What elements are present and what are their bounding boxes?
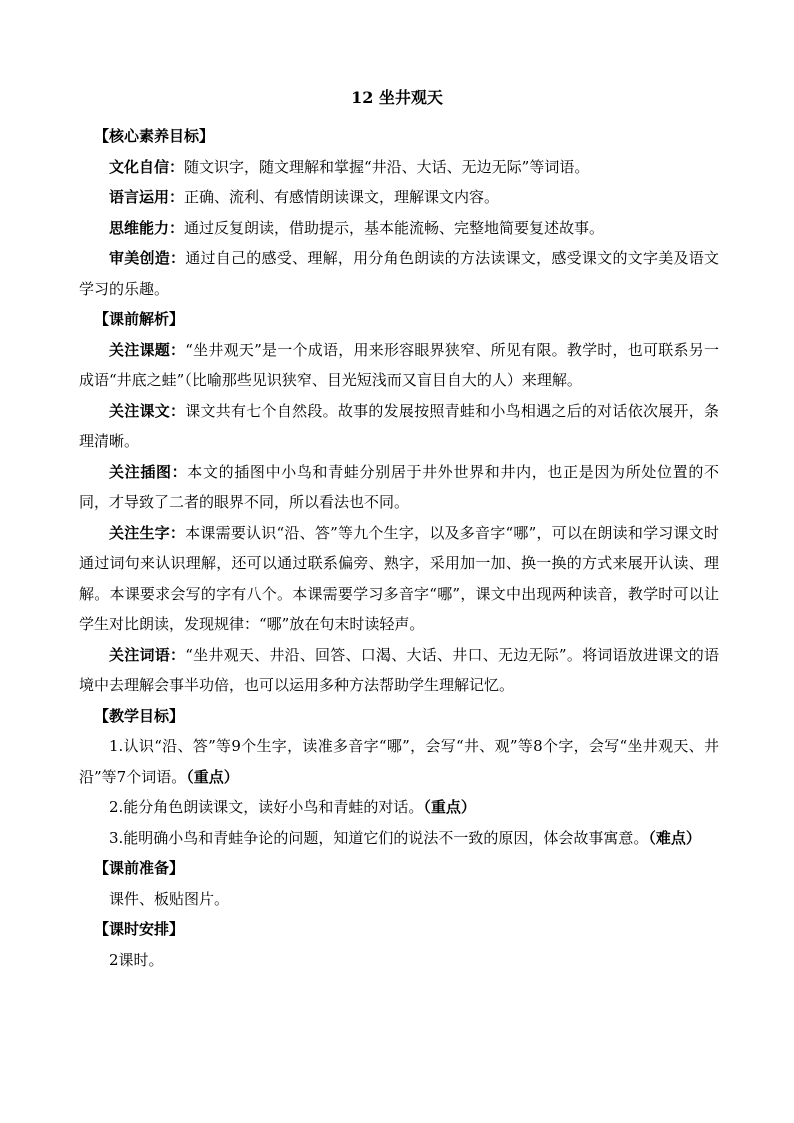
pre-analysis-item [79, 396, 719, 457]
item-label: 关注课文： [109, 401, 186, 420]
pre-analysis-item [79, 335, 719, 396]
pre-analysis-item [79, 518, 719, 640]
core-goal-item [79, 182, 719, 213]
section-heading-preparation: 【课前准备】 [94, 859, 185, 877]
pre-analysis-item [79, 457, 719, 518]
item-tag: （重点） [423, 798, 476, 816]
item-tag: （难点） [648, 828, 701, 847]
section-heading-core-goals: 【核心素养目标】 [94, 127, 215, 145]
item-label: 思维能力： [109, 218, 185, 237]
item-text: 本课需要认识“沿、答”等九个生字，以及多音字“哪”，可以在朗读和学习课文时通过词句来认识理解，还可以通过联系偏旁、熟字，采用加一加、换一换的方式来展开认读、理解。本课要求会写的字有八个。本课需要学习多音字“哪”，课文中出现两种读音，教学时可以让学生对比朗读，发现规律：“哪”放在句末时读轻声。 [79, 523, 719, 633]
item-label: 审美创造： [109, 249, 186, 267]
section-heading-pre-analysis: 【课前解析】 [94, 310, 185, 328]
item-text: 1.认识“沿、答”等9个生字，读准多音字“哪”，会写“井、观”等8个字，会写“坐井观天、井沿”等7个词语。 [79, 737, 719, 786]
item-label: 关注课题： [109, 340, 186, 359]
preparation-text: 课件、板贴图片。 [109, 889, 230, 908]
item-text: 课文共有七个自然段。故事的发展按照青蛙和小鸟相遇之后的对话依次展开，条理清晰。 [79, 401, 719, 450]
item-label: 关注插图： [109, 462, 188, 481]
item-label: 关注词语： [109, 645, 186, 664]
pre-analysis-item [79, 640, 719, 701]
item-label: 关注生字： [109, 523, 186, 542]
item-text: 正确、流利、有感情朗读课文，理解课文内容。 [184, 188, 500, 206]
item-label: 文化自信： [109, 157, 185, 176]
section-heading-schedule: 【课时安排】 [94, 920, 185, 938]
item-text: 2.能分角色朗读课文，读好小鸟和青蛙的对话。 [109, 798, 424, 816]
item-text: “坐井观天”是一个成语，用来形容眼界狭窄、所见有限。教学时，也可联系另一成语“井底之蛙”（比喻那些见识狭窄、目光短浅而又盲目自大的人）来理解。 [79, 340, 719, 389]
core-goal-item [79, 243, 719, 304]
document-body [79, 121, 719, 975]
page-title: 12 坐井观天 [351, 88, 443, 107]
teaching-goal-item [79, 731, 719, 792]
section-heading-teaching-goals: 【教学目标】 [94, 706, 185, 725]
item-text: 通过自己的感受、理解，用分角色朗读的方法读课文，感受课文的文字美及语文学习的乐趣。 [79, 249, 719, 298]
schedule-text: 2课时。 [109, 950, 164, 969]
item-text: 通过反复朗读，借助提示，基本能流畅、完整地简要复述故事。 [184, 218, 605, 237]
item-label: 语言运用： [109, 188, 185, 206]
teaching-goal-item [79, 823, 719, 854]
core-goal-item [79, 213, 719, 244]
item-text: 3.能明确小鸟和青蛙争论的问题，知道它们的说法不一致的原因，体会故事寓意。 [109, 828, 649, 847]
core-goal-item [79, 152, 719, 183]
item-text: 本文的插图中小鸟和青蛙分别居于井外世界和井内，也正是因为所处位置的不同，才导致了二者的眼界不同，所以看法也不同。 [79, 462, 719, 511]
item-tag: （重点） [186, 767, 239, 786]
teaching-goal-item [79, 792, 719, 823]
item-text: 随文识字，随文理解和掌握“井沿、大话、无边无际”等词语。 [184, 157, 590, 176]
item-text: “坐井观天、井沿、回答、口渴、大话、井口、无边无际”。将词语放进课文的语境中去理解会事半功倍，也可以运用多种方法帮助学生理解记忆。 [79, 645, 719, 694]
